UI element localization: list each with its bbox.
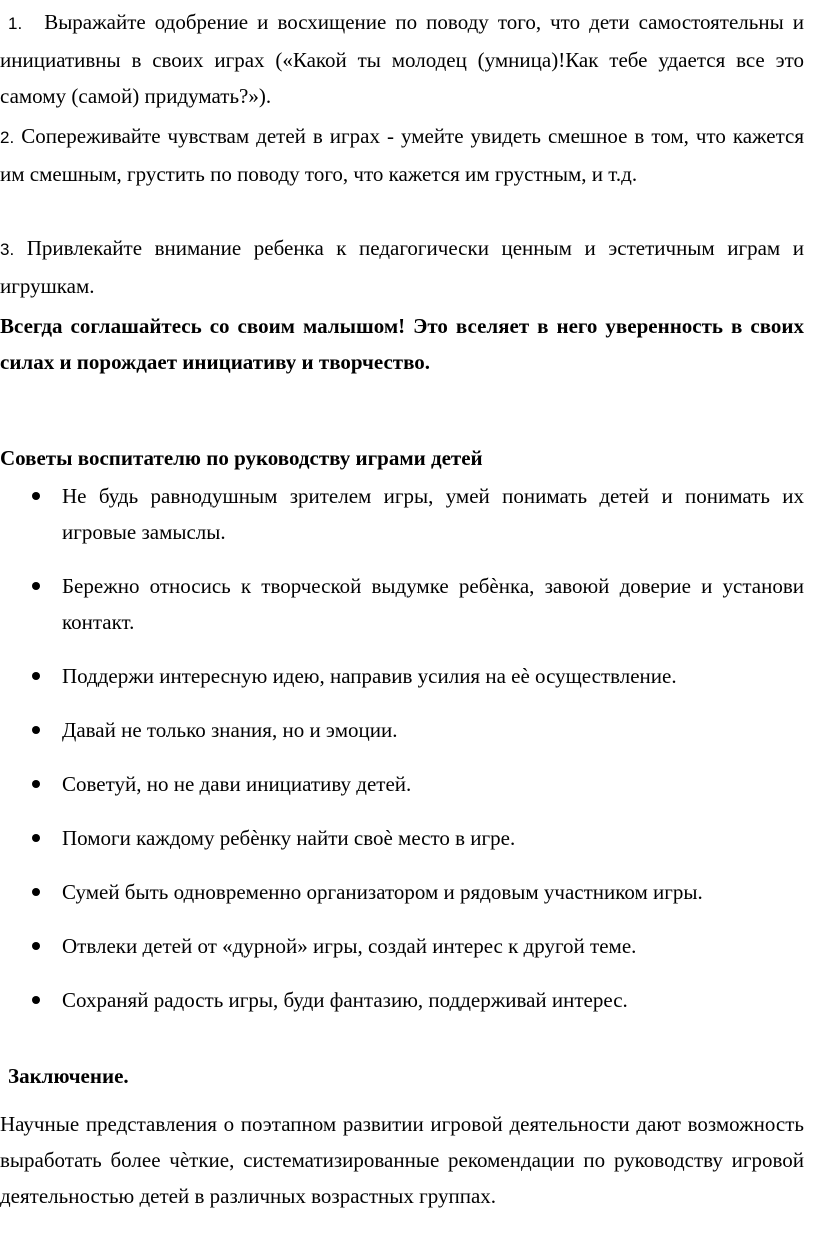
bullet-icon (32, 942, 40, 950)
conclusion-paragraph: Научные представления о поэтапном развитии игровой деятельности дают возможность выработать более чѐткие, систематизированные рекомендации по руководству игровой деятельностью детей в различных возрастных группах. (0, 1112, 804, 1208)
paragraph-3 (0, 230, 804, 304)
paragraph-number: 2. (0, 128, 15, 147)
emphasis-paragraph: Всегда соглашайтесь со своим малышом! Это вселяет в него уверенность в своих силах и порождает инициативу и творчество. (0, 314, 804, 374)
list-item-text: Давай не только знания, но и эмоции. (62, 718, 398, 742)
paragraph-2 (0, 118, 804, 192)
list-item (0, 658, 804, 694)
list-item (0, 478, 804, 550)
list-item-text: Сумей быть одновременно организатором и рядовым участником игры. (62, 880, 703, 904)
bullet-icon (32, 582, 40, 590)
list-item-text: Отвлеки детей от «дурной» игры, создай интерес к другой теме. (62, 934, 637, 958)
bullet-icon (32, 780, 40, 788)
paragraph-text: Сопереживайте чувствам детей в играх - умейте увидеть смешное в том, что кажется им смешным, грустить по поводу того, что кажется им грустным, и т.д. (0, 124, 805, 186)
bullet-icon (32, 834, 40, 842)
paragraph-number: 3. (0, 240, 15, 259)
paragraph-number: 1. (8, 14, 23, 33)
list-item (0, 712, 804, 748)
bullet-icon (32, 888, 40, 896)
list-item-text: Поддержи интересную идею, направив усилия на еѐ осуществление. (62, 664, 677, 688)
paragraph-text: Привлекайте внимание ребенка к педагогически ценным и эстетичным играм и игрушкам. (0, 236, 804, 298)
list-item-text: Сохраняй радость игры, буди фантазию, поддерживай интерес. (62, 988, 628, 1012)
list-item (0, 982, 804, 1018)
bullet-icon (32, 672, 40, 680)
list-item (0, 820, 804, 856)
list-item-text: Бережно относись к творческой выдумке ребѐнка, завоюй доверие и установи контакт. (62, 574, 804, 634)
list-item (0, 928, 804, 964)
paragraph-text: Выражайте одобрение и восхищение по поводу того, что дети самостоятельны и инициативны в своих играх («Какой ты молодец (умница)!Как тебе удается все это самому (самой) придумать?»). (0, 10, 804, 108)
bullet-icon (32, 726, 40, 734)
list-item-text: Советуй, но не дави инициативу детей. (62, 772, 412, 796)
conclusion-heading: Заключение. (8, 1064, 129, 1088)
list-item-text: Не будь равнодушным зрителем игры, умей понимать детей и понимать их игровые замыслы. (62, 484, 804, 544)
list-item (0, 874, 804, 910)
list-item (0, 568, 804, 640)
list-item-text: Помоги каждому ребѐнку найти своѐ место в игре. (62, 826, 516, 850)
list-item (0, 766, 804, 802)
bullet-icon (32, 996, 40, 1004)
advice-list (0, 478, 804, 1036)
bullet-icon (32, 492, 40, 500)
paragraph-1 (0, 4, 804, 114)
advice-heading: Советы воспитателю по руководству играми детей (0, 446, 483, 470)
